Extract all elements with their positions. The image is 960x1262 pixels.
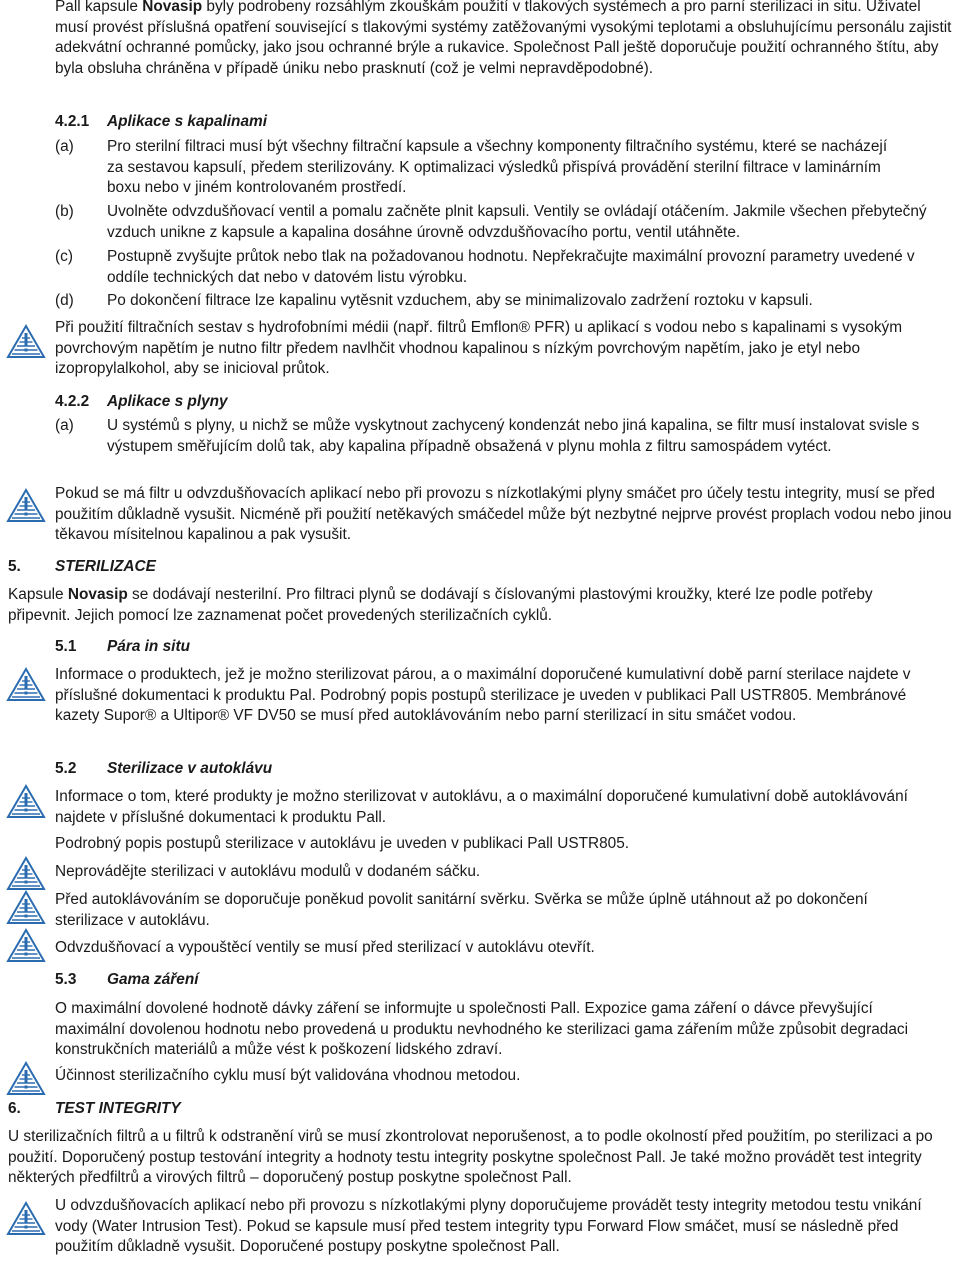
warning-triangle-icon: [6, 488, 46, 523]
paragraph: O maximální dovolené hodnotě dávky záření se informujte u společnosti Pall. Expozice gama záření o dávce převyšující maximální dovolenou hodnotu nebo provedená u produktu nevhodného ke sterilizaci gama zářením může způsobit degradaci konstrukčních materiálů a může vést k poškození lidského zdraví.: [55, 1000, 909, 1059]
warning-triangle-icon: [6, 890, 46, 925]
product-name: Novasip: [142, 0, 203, 15]
warning-triangle-icon: [6, 1201, 46, 1236]
paragraph: U sterilizačních filtrů a u filtrů k odstranění virů se musí zkontrolovat neporušenost, a to podle okolností před použitím, po sterilizaci a po použití. Doporučený postup testování integrity a hodnoty testu integrity poskytne společnost Pall. Je také možno provádět test integrity některých předfiltrů a virových filtrů – doporučený postup poskytne společnost Pall.: [8, 1128, 933, 1187]
warning-triangle-icon: [6, 324, 46, 359]
section-heading-6: 6. TEST INTEGRITY: [8, 1100, 181, 1117]
paragraph: Podrobný popis postupů sterilizace v autoklávu je uveden v publikaci Pall USTR805.: [55, 835, 630, 852]
warning-paragraph: Informace o produktech, jež je možno sterilizovat párou, a o maximální doporučené kumulativní době parní sterilace najdete v příslušné dokumentaci k produktu Pal. Podrobný popis postupů sterilizace je uveden v publikaci Pall USTR805. Membránové kazety Supor® a Ultipor® VF DV50 se musí před autoklávováním nebo parní sterilizací in situ smáčet vodou.: [55, 666, 911, 725]
warning-triangle-icon: [6, 667, 46, 702]
warning-paragraph: Při použití filtračních sestav s hydrofobními médii (např. filtrů Emflon® PFR) u aplikací s vodou nebo s kapalinami s vysokým povrchovým napětím je nutno filtr předem navlhčit vhodnou kapalinou s nízkým povrchovým napětím, jako je etyl nebo izopropylalkohol, aby se inicioval průtok.: [55, 319, 903, 378]
section-heading-5: 5. STERILIZACE: [8, 558, 156, 575]
warning-triangle-icon: [6, 1061, 46, 1096]
sterilization-paragraph: Kapsule Novasip se dodávají nesterilní. Pro filtraci plynů se dodávají s číslovanými plastovými kroužky, které lze podle potřeby připevnit. Jejich pomocí lze zaznamenat počet provedených sterilizačních cyklů.: [8, 586, 873, 624]
warning-paragraph: Pokud se má filtr u odvzdušňovacích aplikací nebo při provozu s nízkotlakými plyny smáčet pro účely testu integrity, musí se před použitím důkladně vysušit. Nicméně při použití netěkavých smáčedel může být nezbytné nejprve provést proplach vodou nebo jinou těkavou mísitelnou kapalinou a pak vysušit.: [55, 485, 952, 544]
warning-paragraph: Odvzdušňovací a vypouštěcí ventily se musí před sterilizací v autoklávu otevřít.: [55, 939, 595, 956]
product-name: Novasip: [67, 586, 128, 603]
intro-paragraph: Pall kapsule Novasip byly podrobeny rozsáhlým zkouškám použití v tlakových systémech a pro parní sterilizaci in situ. Uživatel musí provést příslušná opatření související s tlakovými systémy zatěžovanými vysokými teplotami a obsluhujícímu personálu zajistit adekvátní ochranné pomůcky, jako jsou ochranné brýle a rukavice. Společnost Pall ještě doporučuje použití ochranného štítu, aby byla obsluha chráněna v případě úniku nebo prasknutí (což je velmi nepravděpodobné).: [55, 0, 952, 78]
section-heading-5-3: 5.3 Gama záření: [55, 971, 199, 988]
warning-paragraph: U odvzdušňovacích aplikací nebo při provozu s nízkotlakými plyny doporučujeme provádět testy integrity metodou testu vnikání vody (Water Intrusion Test). Pokud se kapsule musí před testem integrity typu Forward Flow smáčet, musí se následně před použitím důkladně vysušit. Doporučené postupy poskytne společnost Pall.: [55, 1197, 922, 1256]
warning-triangle-icon: [6, 856, 46, 891]
warning-paragraph: Před autoklávováním se doporučuje poněkud povolit sanitární svěrku. Svěrka se může úplně utáhnout až po dokončení sterilizace v autoklávu.: [55, 891, 868, 929]
warning-paragraph: Neprovádějte sterilizaci v autoklávu modulů v dodaném sáčku.: [55, 863, 481, 880]
warning-paragraph: Účinnost sterilizačního cyklu musí být validována vhodnou metodou.: [55, 1067, 521, 1084]
section-heading-4-2-1: 4.2.1 Aplikace s kapalinami: [55, 113, 267, 130]
section-heading-4-2-2: 4.2.2 Aplikace s plyny: [55, 393, 228, 410]
section-heading-5-2: 5.2 Sterilizace v autoklávu: [55, 760, 273, 777]
warning-paragraph: Informace o tom, které produkty je možno sterilizovat v autoklávu, a o maximální doporučené kumulativní době autoklávování najdete v příslušné dokumentaci k produktu Pall.: [55, 788, 908, 826]
warning-triangle-icon: [6, 928, 46, 963]
section-heading-5-1: 5.1 Pára in situ: [55, 638, 190, 655]
warning-triangle-icon: [6, 784, 46, 819]
